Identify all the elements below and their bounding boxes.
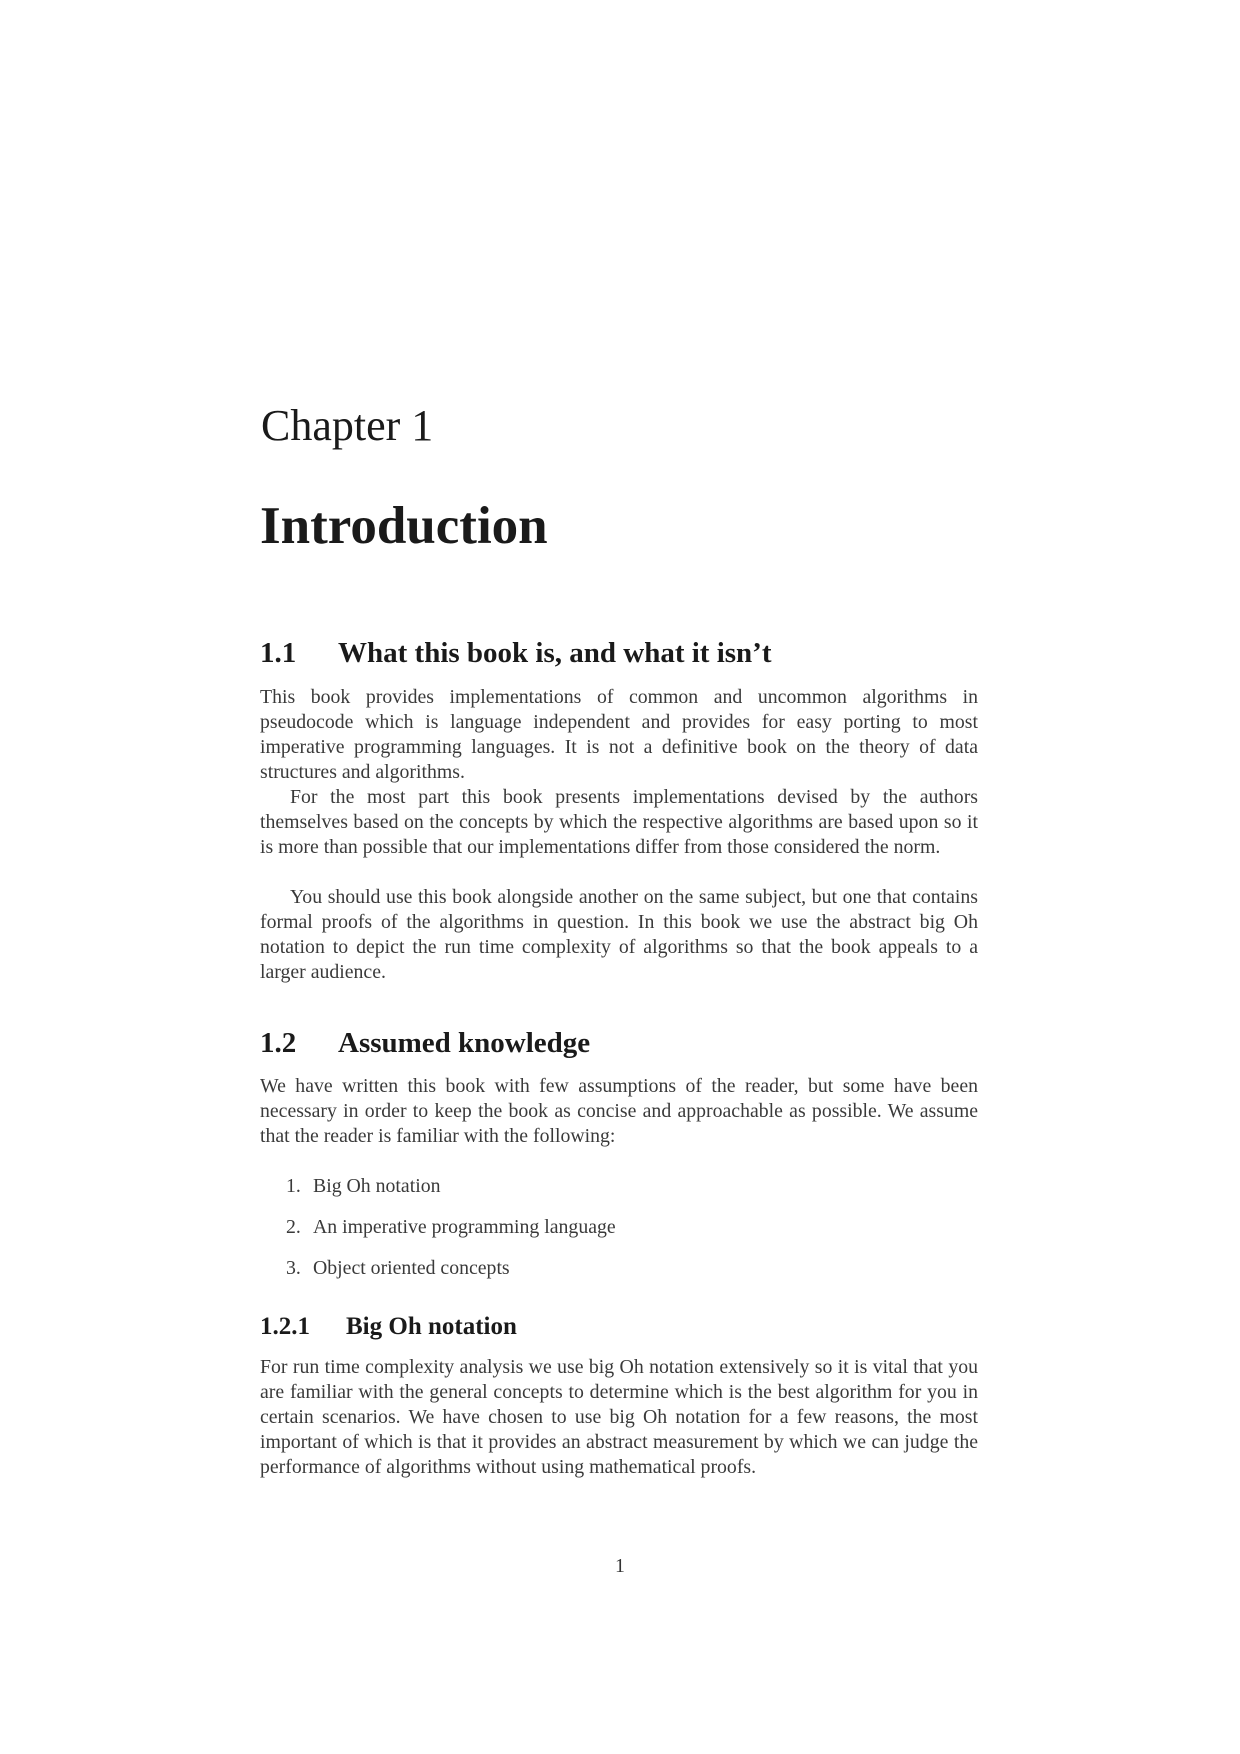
paragraph: For the most part this book presents implementations devised by the authors themselves based on the concepts by which the respective algorithms are based upon so it is more than possible that our implementations differ from those considered the norm. xyxy=(260,786,978,858)
paragraph: For run time complexity analysis we use big Oh notation extensively so it is vital that you are familiar with the general concepts to determine which is the best algorithm for you in certain scenarios. We have chosen to use big Oh notation for a few reasons, the most important of which is that it provides an abstract measurement by which we can judge the performance of algorithms without using mathematical proofs. xyxy=(260,1356,978,1478)
list-item xyxy=(260,1174,978,1215)
paragraph: We have written this book with few assumptions of the reader, but some have been necessary in order to keep the book as concise and approachable as possible. We assume that the reader is familiar with the following: xyxy=(260,1075,978,1147)
list-item-text: An imperative programming language xyxy=(313,1216,616,1238)
paragraph: This book provides implementations of common and uncommon algorithms in pseudocode which is language independent and provides for easy porting to most imperative programming languages. It is not a definitive book on the theory of data structures and algorithms. xyxy=(260,686,978,783)
list-marker: 1. xyxy=(286,1175,301,1197)
page-number: 1 xyxy=(615,1555,625,1577)
list-item xyxy=(260,1215,978,1256)
section-heading-1-2 xyxy=(260,1025,590,1061)
section-number: 1.2 xyxy=(260,1027,297,1059)
chapter-label: Chapter 1 xyxy=(261,401,434,450)
list-item-text: Object oriented concepts xyxy=(313,1257,510,1279)
subsection-number: 1.2.1 xyxy=(260,1313,310,1340)
assumed-knowledge-list xyxy=(260,1174,978,1297)
section-number: 1.1 xyxy=(260,637,297,669)
list-item-text: Big Oh notation xyxy=(313,1175,441,1197)
chapter-title: Introduction xyxy=(260,497,548,555)
paragraph: You should use this book alongside another on the same subject, but one that contains formal proofs of the algorithms in question. In this book we use the abstract big Oh notation to depict the run time complexity of algorithms so that the book appeals to a larger audience. xyxy=(260,886,978,983)
section-heading-1-1 xyxy=(260,635,772,671)
list-marker: 2. xyxy=(286,1216,301,1238)
section-title: Assumed knowledge xyxy=(338,1027,591,1059)
section-title: What this book is, and what it isn’t xyxy=(338,637,772,669)
list-marker: 3. xyxy=(286,1257,301,1279)
list-item xyxy=(260,1256,978,1297)
subsection-title: Big Oh notation xyxy=(346,1313,517,1340)
subsection-heading-1-2-1 xyxy=(260,1311,517,1343)
